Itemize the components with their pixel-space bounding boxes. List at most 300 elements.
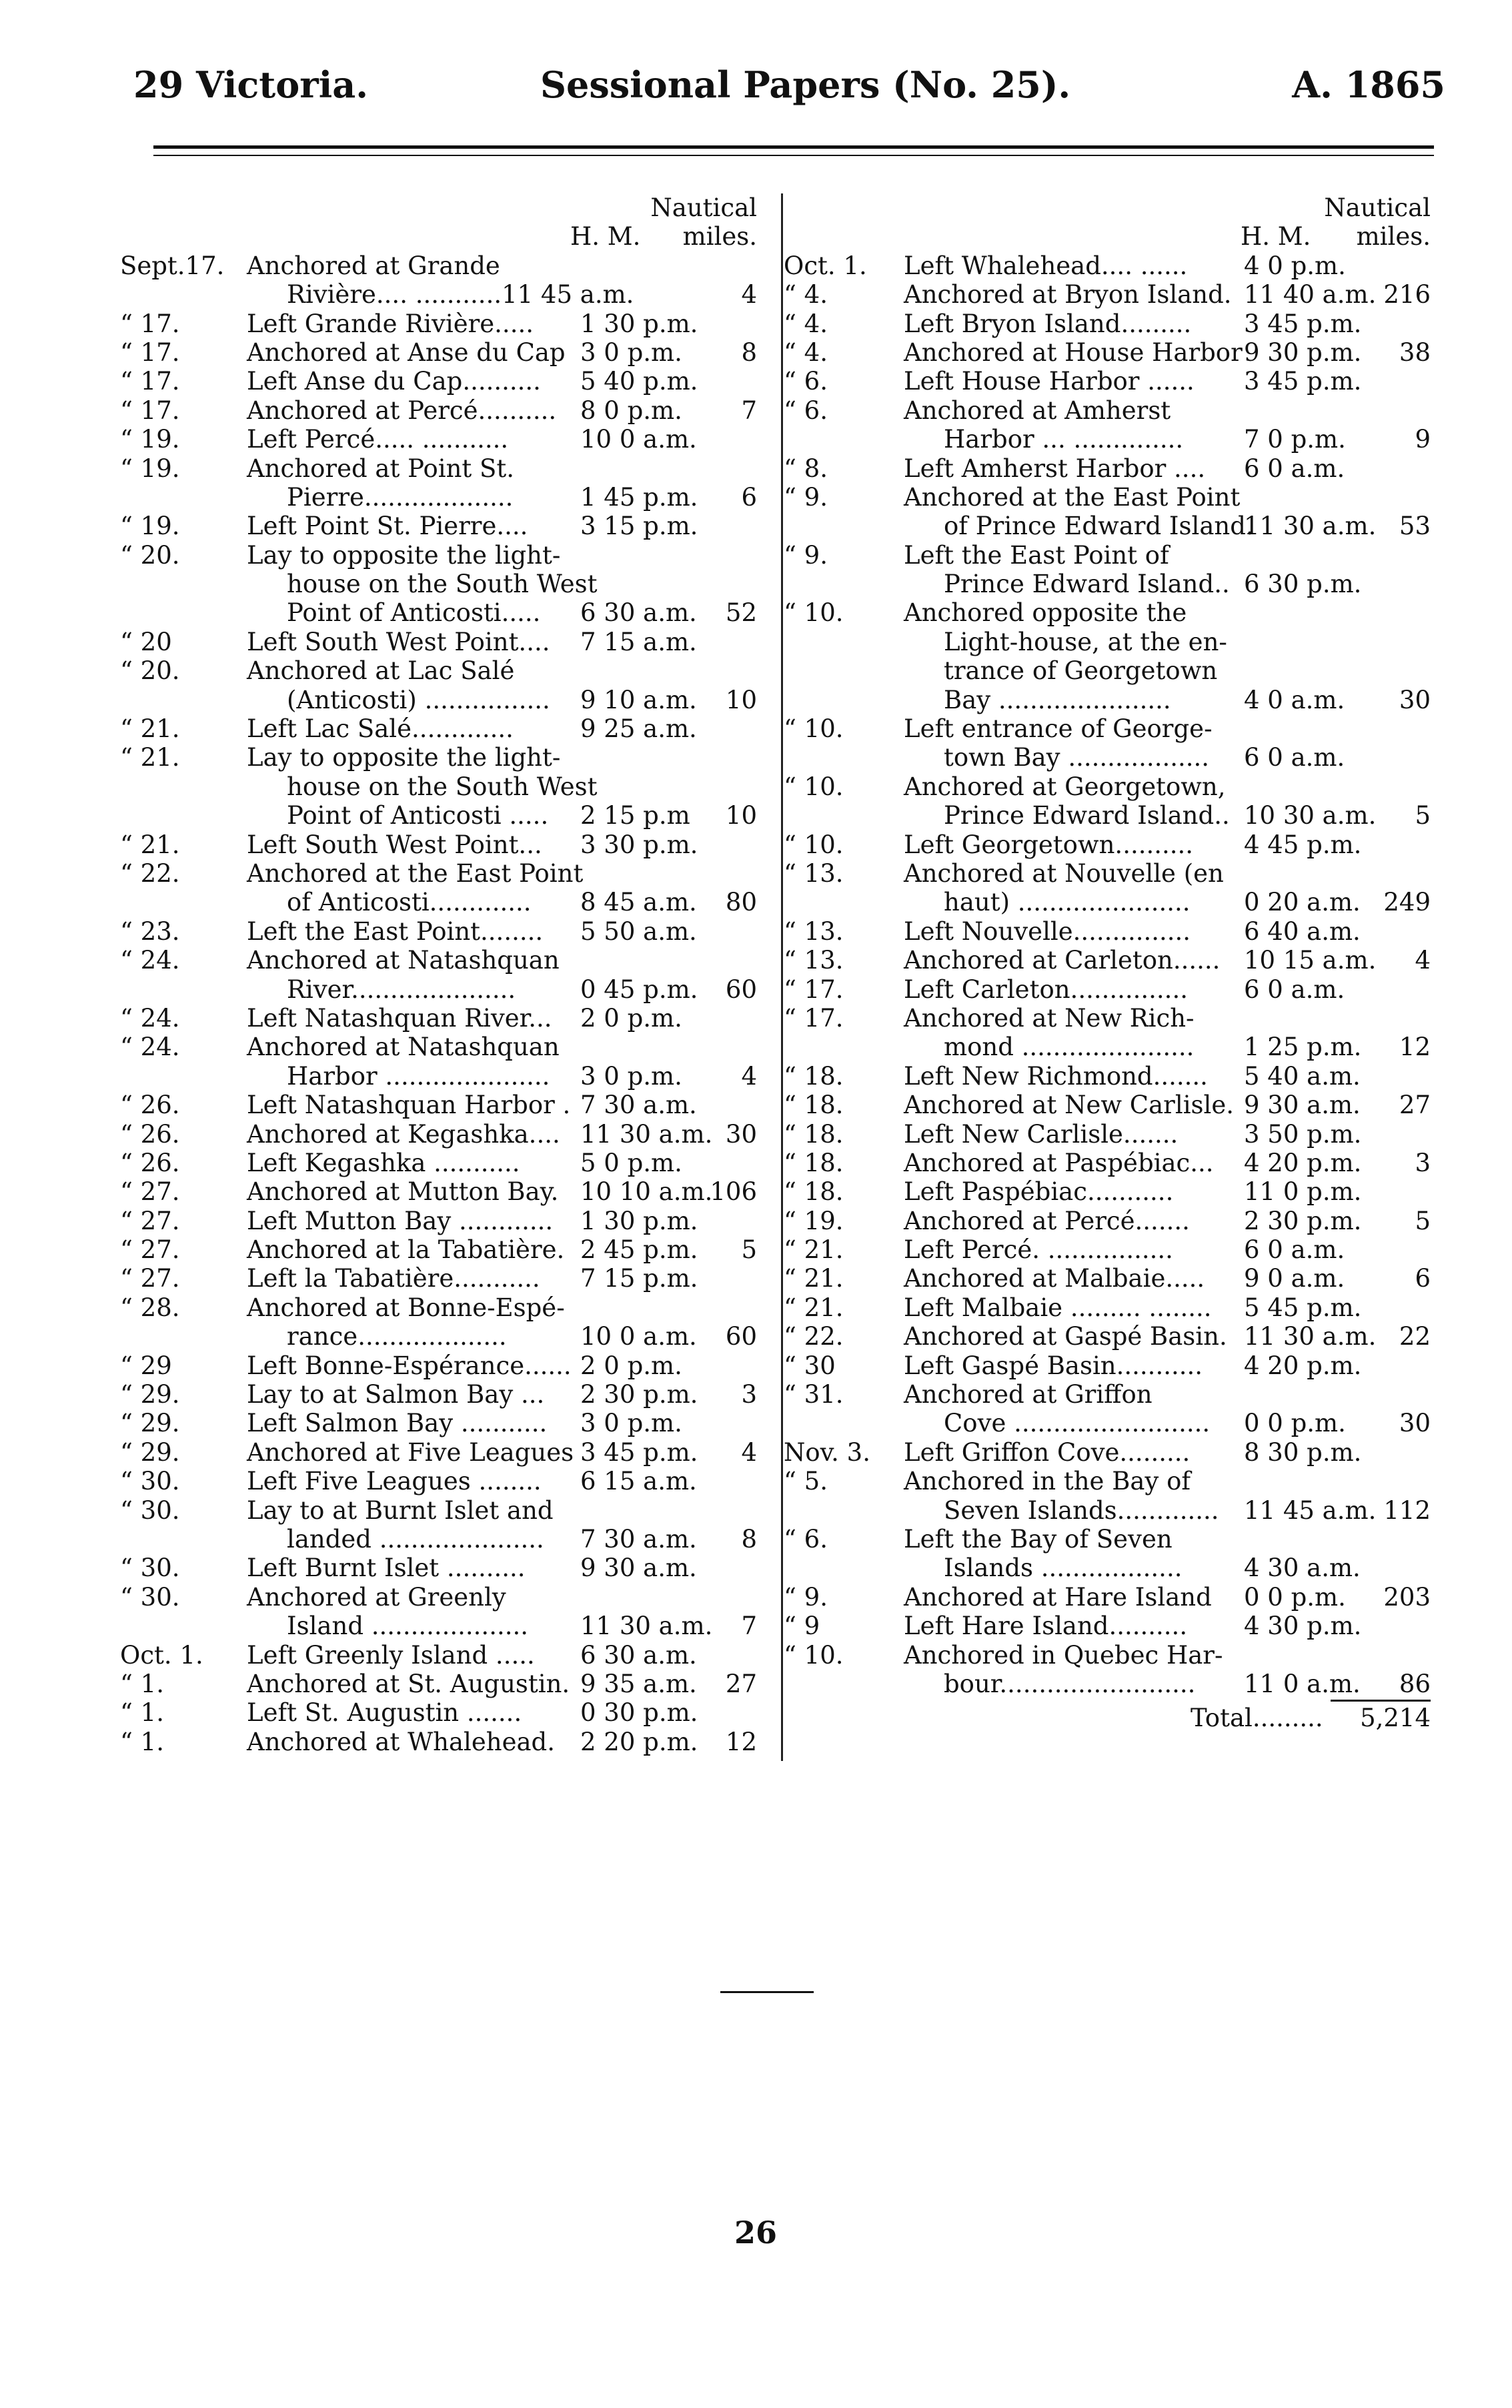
hm-heading: H. M. xyxy=(570,222,641,251)
total-value: 5,214 xyxy=(1360,1704,1431,1733)
row-text: Anchored at New Carlisle. xyxy=(904,1091,1235,1120)
row-text: Anchored at Kegashka.... xyxy=(247,1119,560,1149)
row-time: 11 0 a.m. xyxy=(1244,1669,1361,1698)
row-date: “ 19. xyxy=(120,454,180,483)
table-row xyxy=(784,396,1451,425)
row-miles: 106 xyxy=(710,1177,757,1207)
table-row xyxy=(784,686,1451,714)
row-miles: 27 xyxy=(1399,1091,1431,1120)
table-row xyxy=(784,1554,1451,1582)
miles-heading: miles. xyxy=(1356,222,1431,251)
row-text: Left New Carlisle....... xyxy=(904,1119,1179,1149)
column-header-units xyxy=(120,222,780,251)
row-date: “ 17. xyxy=(120,396,180,425)
row-text: Left la Tabatière........... xyxy=(247,1264,540,1293)
row-time: 5 50 a.m. xyxy=(580,917,697,946)
row-time: 3 0 p.m. xyxy=(580,338,682,367)
row-time: 9 25 a.m. xyxy=(580,714,697,744)
row-text: Left South West Point.... xyxy=(247,627,550,656)
row-miles: 3 xyxy=(741,1380,757,1409)
row-date: “ 18. xyxy=(784,1177,844,1207)
table-row xyxy=(784,1149,1451,1177)
nautical-heading: Nautical xyxy=(1324,193,1431,222)
row-text: Anchored at la Tabatière. xyxy=(247,1235,565,1265)
row-time: 9 35 a.m. xyxy=(580,1669,697,1698)
row-text: River..................... xyxy=(287,975,516,1004)
row-date: “ 29. xyxy=(120,1409,180,1438)
row-text: Point of Anticosti ..... xyxy=(287,801,549,830)
table-row xyxy=(120,1293,780,1322)
row-miles: 4 xyxy=(741,1437,757,1467)
row-text: of Prince Edward Island. xyxy=(944,512,1254,541)
row-miles: 4 xyxy=(741,280,757,310)
row-miles: 249 xyxy=(1383,888,1431,917)
row-text: Anchored at Natashquan xyxy=(247,1033,560,1062)
row-date: “ 20 xyxy=(120,627,172,656)
table-row xyxy=(784,367,1451,396)
table-row xyxy=(120,1177,780,1206)
row-date: “ 9. xyxy=(784,540,828,570)
table-row xyxy=(120,310,780,338)
row-time: 0 45 p.m. xyxy=(580,975,698,1004)
row-text: Islands .................. xyxy=(944,1554,1183,1583)
row-time: 2 0 p.m. xyxy=(580,1351,682,1380)
row-time: 11 30 a.m. xyxy=(1244,512,1377,541)
header-right: A. 1865 xyxy=(1292,63,1445,106)
table-row xyxy=(120,1235,780,1264)
row-miles: 53 xyxy=(1399,512,1431,541)
table-row xyxy=(784,338,1451,367)
row-time: 7 15 p.m. xyxy=(580,1264,698,1293)
row-date: “ 18. xyxy=(784,1119,844,1149)
row-date: “ 13. xyxy=(784,917,844,946)
table-row xyxy=(120,1409,780,1437)
row-text: Left Mutton Bay ............ xyxy=(247,1206,554,1235)
nautical-heading: Nautical xyxy=(650,193,757,222)
table-row xyxy=(120,801,780,830)
row-text: Rivière.... ...........11 45 a.m. xyxy=(287,280,634,310)
row-text: house on the South West xyxy=(287,772,598,801)
row-text: Left Point St. Pierre.... xyxy=(247,512,528,541)
row-text: Anchored at Nouvelle (en xyxy=(904,858,1224,888)
table-row xyxy=(120,598,780,627)
row-time: 10 0 a.m. xyxy=(580,425,697,454)
table-row xyxy=(784,280,1451,309)
row-time: 10 10 a.m. xyxy=(580,1177,713,1207)
row-miles: 8 xyxy=(741,1524,757,1554)
row-date: “ 29. xyxy=(120,1437,180,1467)
row-text: Anchored at Natashquan xyxy=(247,946,560,975)
table-row xyxy=(120,1698,780,1727)
row-time: 5 45 p.m. xyxy=(1244,1293,1362,1322)
row-text: Island .................... xyxy=(287,1612,528,1641)
row-miles: 5 xyxy=(1415,1206,1431,1235)
row-date: “ 21. xyxy=(784,1293,844,1322)
table-row xyxy=(784,888,1451,917)
row-text: Anchored at Griffon xyxy=(904,1380,1153,1409)
table-row xyxy=(120,1091,780,1119)
row-miles: 6 xyxy=(1415,1264,1431,1293)
row-time: 2 30 p.m. xyxy=(1244,1206,1362,1235)
row-date: “ 22. xyxy=(784,1322,844,1351)
table-row xyxy=(784,1583,1451,1612)
row-time: 5 0 p.m. xyxy=(580,1148,682,1177)
table-row xyxy=(784,1380,1451,1409)
row-text: rance................... xyxy=(287,1322,507,1351)
row-text: Anchored at Greenly xyxy=(247,1582,506,1612)
row-date: “ 28. xyxy=(120,1293,180,1322)
row-time: 11 30 a.m. xyxy=(580,1119,713,1149)
row-text: Pierre................... xyxy=(287,482,514,512)
row-text: landed ..................... xyxy=(287,1524,544,1554)
row-text: Anchored at Point St. xyxy=(247,454,515,483)
row-time: 4 30 a.m. xyxy=(1244,1554,1361,1583)
row-date: “ 30. xyxy=(120,1495,180,1525)
table-row xyxy=(784,425,1451,454)
table-row xyxy=(120,1004,780,1033)
row-date: “ 19. xyxy=(120,425,180,454)
table-row xyxy=(120,686,780,714)
row-date: “ 4. xyxy=(784,309,828,338)
row-time: 0 30 p.m. xyxy=(580,1698,698,1728)
row-text: Lay to opposite the light- xyxy=(247,743,561,772)
table-row xyxy=(120,338,780,367)
row-text: house on the South West xyxy=(287,570,598,599)
row-text: Anchored at Amherst xyxy=(904,396,1171,425)
row-date: “ 10. xyxy=(784,714,844,744)
row-text: Lay to at Burnt Islet and xyxy=(247,1495,554,1525)
row-text: Anchored at New Rich- xyxy=(904,1003,1195,1033)
row-date: “ 26. xyxy=(120,1091,180,1120)
row-date: “ 20. xyxy=(120,656,180,686)
table-row xyxy=(784,1612,1451,1640)
row-date: “ 8. xyxy=(784,454,828,483)
table-row xyxy=(784,251,1451,280)
row-text: Anchored at Percé.......... xyxy=(247,396,557,425)
row-time: 10 30 a.m. xyxy=(1244,801,1377,830)
row-date: “ 17. xyxy=(784,1003,844,1033)
row-time: 8 30 p.m. xyxy=(1244,1437,1362,1467)
row-time: 6 40 a.m. xyxy=(1244,917,1361,946)
table-row xyxy=(120,425,780,454)
table-row xyxy=(120,367,780,396)
row-time: 10 15 a.m. xyxy=(1244,946,1377,975)
row-text: Left Grande Rivière..... xyxy=(247,309,534,338)
row-text: Anchored at the East Point xyxy=(904,482,1241,512)
row-time: 7 0 p.m. xyxy=(1244,425,1346,454)
table-row xyxy=(120,1670,780,1698)
row-time: 9 30 a.m. xyxy=(580,1554,697,1583)
row-text: Left Anse du Cap.......... xyxy=(247,367,541,396)
row-time: 11 40 a.m. xyxy=(1244,280,1377,310)
row-time: 0 20 a.m. xyxy=(1244,888,1361,917)
row-date: “ 18. xyxy=(784,1148,844,1177)
row-date: “ 30. xyxy=(120,1582,180,1612)
table-row xyxy=(784,975,1451,1004)
row-date: “ 31. xyxy=(784,1380,844,1409)
row-miles: 27 xyxy=(725,1669,757,1698)
row-time: 6 15 a.m. xyxy=(580,1467,697,1496)
right-column xyxy=(784,193,1451,1733)
row-time: 2 45 p.m. xyxy=(580,1235,698,1265)
table-row xyxy=(784,1062,1451,1091)
table-row xyxy=(120,1728,780,1756)
row-date: “ 30. xyxy=(120,1554,180,1583)
table-row xyxy=(120,1438,780,1467)
row-date: “ 21. xyxy=(120,743,180,772)
column-header-units xyxy=(784,222,1451,251)
row-time: 9 30 a.m. xyxy=(1244,1091,1361,1120)
row-time: 11 45 a.m. xyxy=(1244,1495,1377,1525)
row-time: 4 0 a.m. xyxy=(1244,685,1345,714)
table-row xyxy=(120,1351,780,1380)
row-date: “ 10. xyxy=(784,598,844,628)
row-time: 7 30 a.m. xyxy=(580,1524,697,1554)
row-time: 9 30 p.m. xyxy=(1244,338,1362,367)
row-time: 6 30 p.m. xyxy=(1244,570,1362,599)
row-date: “ 17. xyxy=(784,975,844,1004)
table-row xyxy=(784,1091,1451,1119)
row-time: 3 50 p.m. xyxy=(1244,1119,1362,1149)
row-miles: 4 xyxy=(1415,946,1431,975)
table-row xyxy=(120,1322,780,1351)
row-date: “ 9 xyxy=(784,1612,820,1641)
row-miles: 30 xyxy=(1399,685,1431,714)
row-time: 0 0 p.m. xyxy=(1244,1409,1346,1438)
table-row xyxy=(120,714,780,743)
row-text: Left House Harbor ...... xyxy=(904,367,1195,396)
row-time: 1 25 p.m. xyxy=(1244,1033,1362,1062)
row-date: “ 10. xyxy=(784,772,844,801)
table-row xyxy=(784,1409,1451,1437)
row-text: Light-house, at the en- xyxy=(944,627,1227,656)
total-label: Total......... xyxy=(1191,1704,1323,1733)
row-miles: 10 xyxy=(725,801,757,830)
row-time: 7 30 a.m. xyxy=(580,1091,697,1120)
row-date: Oct. 1. xyxy=(784,251,867,280)
table-row xyxy=(784,1496,1451,1525)
table-row xyxy=(120,512,780,540)
row-miles: 12 xyxy=(1399,1033,1431,1062)
row-date: “ 21. xyxy=(120,714,180,744)
table-row xyxy=(120,1380,780,1409)
row-text: Left Hare Island.......... xyxy=(904,1612,1188,1641)
row-miles: 203 xyxy=(1383,1582,1431,1612)
row-miles: 30 xyxy=(1399,1409,1431,1438)
table-row xyxy=(784,859,1451,888)
table-row xyxy=(784,628,1451,656)
row-text: Anchored at Mutton Bay. xyxy=(247,1177,559,1207)
row-text: Left Bryon Island......... xyxy=(904,309,1192,338)
row-text: Prince Edward Island.. xyxy=(944,801,1230,830)
row-text: Left Natashquan Harbor . xyxy=(247,1091,571,1120)
table-row xyxy=(784,1293,1451,1322)
row-time: 11 30 a.m. xyxy=(580,1612,713,1641)
row-time: 3 15 p.m. xyxy=(580,512,698,541)
row-date: “ 24. xyxy=(120,1033,180,1062)
table-row xyxy=(784,310,1451,338)
row-miles: 4 xyxy=(741,1061,757,1091)
row-date: Nov. 3. xyxy=(784,1437,870,1467)
header-rule-bottom xyxy=(153,155,1434,156)
table-row xyxy=(784,946,1451,975)
row-date: “ 30. xyxy=(120,1467,180,1496)
row-text: Anchored at Paspébiac... xyxy=(904,1148,1214,1177)
row-text: Anchored at Carleton...... xyxy=(904,946,1221,975)
row-time: 9 10 a.m. xyxy=(580,685,697,714)
row-date: “ 18. xyxy=(784,1091,844,1120)
table-row xyxy=(120,280,780,309)
row-miles: 52 xyxy=(725,598,757,628)
row-text: Anchored at Bonne-Espé- xyxy=(247,1293,565,1322)
row-time: 8 0 p.m. xyxy=(580,396,682,425)
column-header-nautical xyxy=(120,193,780,222)
table-row xyxy=(784,1670,1451,1698)
row-date: “ 13. xyxy=(784,946,844,975)
row-time: 6 0 a.m. xyxy=(1244,975,1345,1004)
row-miles: 22 xyxy=(1399,1322,1431,1351)
row-miles: 60 xyxy=(725,975,757,1004)
table-row xyxy=(784,541,1451,570)
row-date: “ 4. xyxy=(784,338,828,367)
row-time: 2 20 p.m. xyxy=(580,1727,698,1756)
row-text: Point of Anticosti..... xyxy=(287,598,541,628)
row-text: Cove ......................... xyxy=(944,1409,1211,1438)
footer-rule xyxy=(720,1991,814,1993)
table-row xyxy=(120,1062,780,1091)
table-row xyxy=(120,1612,780,1640)
table-row xyxy=(784,1177,1451,1206)
table-row xyxy=(120,743,780,772)
row-text: Anchored at Five Leagues xyxy=(247,1437,574,1467)
row-text: Left Carleton............... xyxy=(904,975,1188,1004)
row-text: Left the East Point of xyxy=(904,540,1169,570)
row-date: Oct. 1. xyxy=(120,1640,203,1670)
table-row xyxy=(784,656,1451,685)
table-row xyxy=(120,251,780,280)
row-text: Anchored at Grande xyxy=(247,251,500,280)
row-miles: 86 xyxy=(1399,1669,1431,1698)
row-date: “ 19. xyxy=(120,512,180,541)
row-miles: 8 xyxy=(741,338,757,367)
row-text: Left the East Point........ xyxy=(247,917,544,946)
column-divider xyxy=(781,193,783,1761)
row-time: 4 30 p.m. xyxy=(1244,1612,1362,1641)
row-date: “ 22. xyxy=(120,858,180,888)
row-date: “ 19. xyxy=(784,1206,844,1235)
row-time: 3 45 p.m. xyxy=(1244,309,1362,338)
table-row xyxy=(784,1207,1451,1235)
table-row xyxy=(784,801,1451,830)
header-rule-top xyxy=(153,145,1434,149)
table-row xyxy=(784,743,1451,772)
row-miles: 12 xyxy=(725,1727,757,1756)
row-time: 1 30 p.m. xyxy=(580,1206,698,1235)
row-text: Bay ...................... xyxy=(944,685,1171,714)
row-date: “ 26. xyxy=(120,1148,180,1177)
row-date: “ 21. xyxy=(120,830,180,859)
row-text: Anchored at Percé....... xyxy=(904,1206,1190,1235)
row-text: Left Natashquan River... xyxy=(247,1003,552,1033)
row-date: “ 6. xyxy=(784,367,828,396)
row-text: Left Griffon Cove......... xyxy=(904,1437,1191,1467)
row-miles: 30 xyxy=(725,1119,757,1149)
row-miles: 6 xyxy=(741,482,757,512)
row-text: Anchored at St. Augustin. xyxy=(247,1669,570,1698)
row-miles: 5 xyxy=(741,1235,757,1265)
table-row xyxy=(784,598,1451,627)
row-miles: 60 xyxy=(725,1322,757,1351)
row-date: “ 27. xyxy=(120,1177,180,1207)
table-row xyxy=(120,1525,780,1554)
row-text: Left Five Leagues ........ xyxy=(247,1467,542,1496)
row-date: “ 23. xyxy=(120,917,180,946)
table-row xyxy=(784,1467,1451,1495)
row-miles: 38 xyxy=(1399,338,1431,367)
table-row xyxy=(120,541,780,570)
table-row xyxy=(120,396,780,425)
row-date: “ 20. xyxy=(120,540,180,570)
row-date: “ 1. xyxy=(120,1698,164,1728)
row-text: Left Gaspé Basin........... xyxy=(904,1351,1203,1380)
row-text: haut) ...................... xyxy=(944,888,1191,917)
row-date: “ 1. xyxy=(120,1669,164,1698)
row-date: “ 27. xyxy=(120,1264,180,1293)
row-text: trance of Georgetown xyxy=(944,656,1218,686)
row-date: “ 21. xyxy=(784,1235,844,1265)
row-text: Left New Richmond....... xyxy=(904,1061,1208,1091)
row-text: Anchored at House Harbor xyxy=(904,338,1243,367)
row-text: Anchored at Bryon Island. xyxy=(904,280,1232,310)
table-row xyxy=(784,512,1451,540)
table-row xyxy=(784,1641,1451,1670)
row-date: “ 17. xyxy=(120,367,180,396)
row-time: 4 45 p.m. xyxy=(1244,830,1362,859)
row-text: Left Greenly Island ..... xyxy=(247,1640,535,1670)
header-center: Sessional Papers (No. 25). xyxy=(540,63,1071,106)
row-text: (Anticosti) ................ xyxy=(287,685,550,714)
row-miles: 5 xyxy=(1415,801,1431,830)
row-text: bour......................... xyxy=(944,1669,1196,1698)
row-time: 3 45 p.m. xyxy=(1244,367,1362,396)
table-row xyxy=(784,772,1451,801)
row-date: “ 27. xyxy=(120,1235,180,1265)
column-header-nautical xyxy=(784,193,1451,222)
row-text: Anchored at Gaspé Basin. xyxy=(904,1322,1227,1351)
row-text: Anchored in the Bay of xyxy=(904,1467,1191,1496)
table-row xyxy=(120,888,780,917)
row-time: 4 20 p.m. xyxy=(1244,1351,1362,1380)
total-rule-row xyxy=(784,1698,1451,1704)
row-time: 2 15 p.m xyxy=(580,801,690,830)
row-time: 3 45 p.m. xyxy=(580,1437,698,1467)
row-time: 6 0 a.m. xyxy=(1244,454,1345,483)
row-text: of Anticosti............. xyxy=(287,888,532,917)
row-text: Anchored at Whalehead. xyxy=(247,1727,555,1756)
table-row xyxy=(784,1004,1451,1033)
row-date: “ 1. xyxy=(120,1727,164,1756)
table-row xyxy=(784,1322,1451,1351)
table-row xyxy=(784,1525,1451,1554)
row-text: Left Amherst Harbor .... xyxy=(904,454,1206,483)
table-row xyxy=(120,1641,780,1670)
row-date: Sept.17. xyxy=(120,251,225,280)
row-time: 6 30 a.m. xyxy=(580,1640,697,1670)
table-row xyxy=(120,946,780,975)
table-row xyxy=(120,1583,780,1612)
row-text: Left Burnt Islet .......... xyxy=(247,1554,526,1583)
row-date: “ 18. xyxy=(784,1061,844,1091)
